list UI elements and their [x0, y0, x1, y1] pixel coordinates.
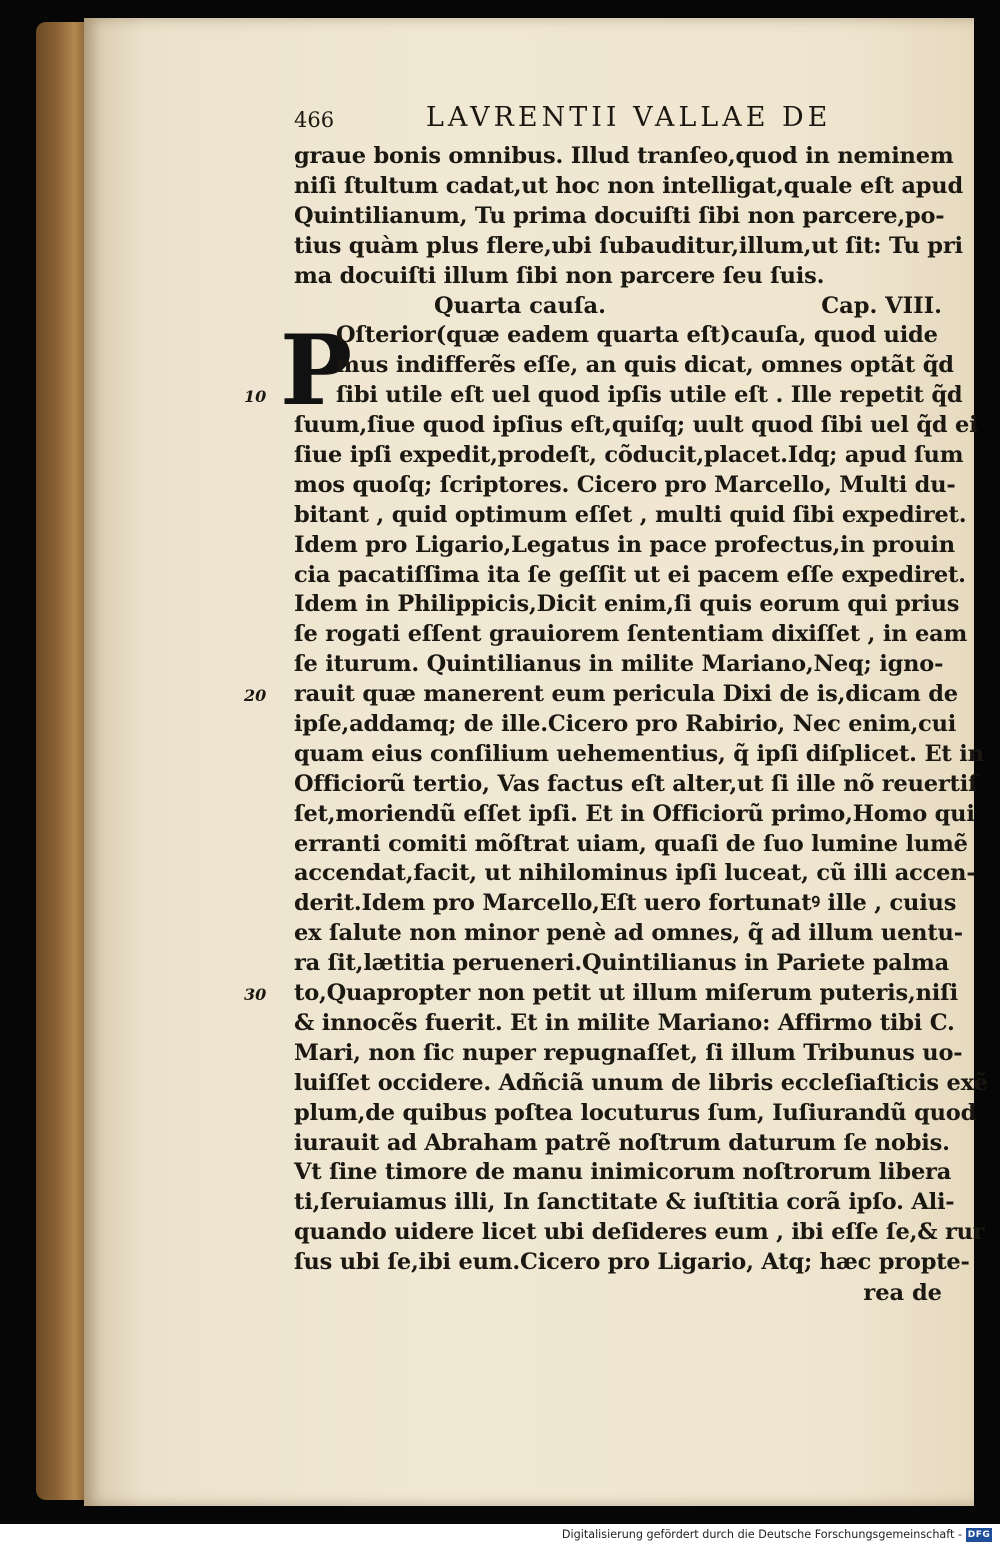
line-number-marker: 30 — [244, 984, 267, 1004]
page-number: 466 — [294, 108, 335, 132]
text-line: luiſſet occidere. Adñciã unum de libris eccleſiaſticis exẽ — [294, 1069, 988, 1096]
text-line: plum,de quibus poſtea locuturus ſum, Iuſiurandũ quod — [294, 1099, 977, 1126]
text-line: to,Quapropter non petit ut illum miſerum puteris,niſi — [294, 980, 958, 1007]
chapter-heading — [294, 291, 954, 321]
running-head-title: LAVRENTII VALLAE DE — [426, 102, 832, 133]
text-line: mus indifferẽs eſſe, an quis dicat, omnes optãt q̃d — [336, 352, 954, 379]
book-page — [84, 18, 988, 1506]
text-line: ipſe,addamq; de ille.Cicero pro Rabirio, Nec enim,cui — [294, 711, 957, 738]
text-line: graue bonis omnibus. Illud tranſeo,quod in neminem — [294, 143, 954, 169]
text-line: cia pacatiſſima ita ſe geſſit ut ei pacem eſſe expediret. — [294, 561, 966, 588]
page-text-block — [244, 102, 988, 1308]
text-line: rauit quæ manerent eum pericula Dixi de is,dicam de — [294, 681, 958, 708]
text-line: tius quàm plus flere,ubi ſubauditur,illum,ut ſit: Tu pri — [294, 232, 963, 259]
credit-bar — [0, 1524, 1000, 1546]
dfg-logo: DFG — [967, 1530, 991, 1540]
text-line: mos quoſq; ſcriptores. Cicero pro Marcello, Multi du- — [294, 471, 956, 498]
text-line: quando uidere licet ubi deſideres eum , ibi eſſe ſe,& rur — [294, 1219, 985, 1246]
text-line: ſe rogati eſſent grauiorem ſententiam dixiſſet , in eam — [294, 621, 968, 648]
text-line: ra ſit,lætitia perueneri.Quintilianus in Pariete palma — [294, 950, 950, 977]
text-line: ti,ſeruiamus illi, In ſanctitate & iuſtitia corã ipſo. Ali- — [294, 1189, 955, 1216]
catchword: rea de — [863, 1279, 942, 1306]
line-number-marker: 10 — [244, 387, 267, 407]
line-number-marker: 20 — [244, 686, 267, 706]
text-line: ſuum,ſiue quod ipſius eſt,quiſq; uult quod ſibi uel q̃d ei — [294, 412, 978, 439]
text-line: & innocẽs fuerit. Et in milite Mariano: Affirmo tibi C. — [294, 1009, 955, 1036]
chapter-title: Quarta cauſa. — [434, 293, 606, 320]
drop-cap-initial: P — [280, 314, 353, 428]
text-line: ex ſalute non minor penè ad omnes, q̃ ad illum uentu- — [294, 920, 963, 947]
text-line: ſe iturum. Quintilianus in milite Mariano,Neq; igno- — [294, 651, 944, 678]
text-line: accendat,facit, ut nihilominus ipſi luceat, cũ illi accen- — [294, 860, 976, 887]
text-line: bitant , quid optimum eſſet , multi quid ſibi expediret. — [294, 501, 967, 528]
text-line: ma docuiſti illum ſibi non parcere ſeu ſuis. — [294, 262, 825, 289]
text-line: niſi ſtultum cadat,ut hoc non intelligat,quale eſt apud — [294, 172, 963, 199]
text-line: Vt ſine timore de manu inimicorum noſtrorum libera — [294, 1159, 952, 1186]
text-line: Idem pro Ligario,Legatus in pace profectus,in prouin — [294, 531, 955, 558]
text-line: ſiue ipſi expedit,prodeſt, cõducit,placet.Idq; apud ſum — [294, 442, 964, 469]
chapter-label: Cap. VIII. — [821, 293, 942, 320]
text-line: ſet,moriendũ eſſet ipſi. Et in Officiorũ primo,Homo qui — [294, 800, 975, 827]
funding-credit: Digitalisierung gefördert durch die Deutsche Forschungsgemeinschaft - — [561, 1528, 962, 1541]
text-line: iurauit ad Abraham patrẽ noſtrum daturum ſe nobis. — [294, 1129, 950, 1156]
text-line: Idem in Philippicis,Dicit enim,ſi quis eorum qui prius — [294, 591, 960, 618]
text-line: Officiorũ tertio, Vas factus eſt alter,ut ſi ille nõ reuertiſ — [294, 770, 978, 797]
text-line: ſus ubi ſe,ibi eum.Cicero pro Ligario, Atq; hæc propte- — [294, 1249, 970, 1276]
text-line: derit.Idem pro Marcello,Eſt uero fortunatꝰ ille , cuius — [294, 890, 957, 917]
text-line: quam eius conſilium uehementius, q̃ ipſi diſplicet. Et in — [294, 740, 984, 767]
text-line: Mari, non ſic nuper repugnaſſet, ſi illum Tribunus uo- — [294, 1039, 963, 1066]
text-line: ſibi utile eſt uel quod ipſis utile eſt . Ille repetit q̃d — [336, 382, 963, 409]
intro-paragraph — [294, 142, 963, 291]
running-head — [294, 102, 954, 142]
text-line: Oſterior(quæ eadem quarta eſt)cauſa, quod uide — [336, 322, 938, 349]
text-line: Quintilianum, Tu prima docuiſti ſibi non parcere,po- — [294, 202, 945, 229]
text-line: erranti comiti mõſtrat uiam, quaſi de ſuo lumine lumẽ — [294, 830, 968, 857]
